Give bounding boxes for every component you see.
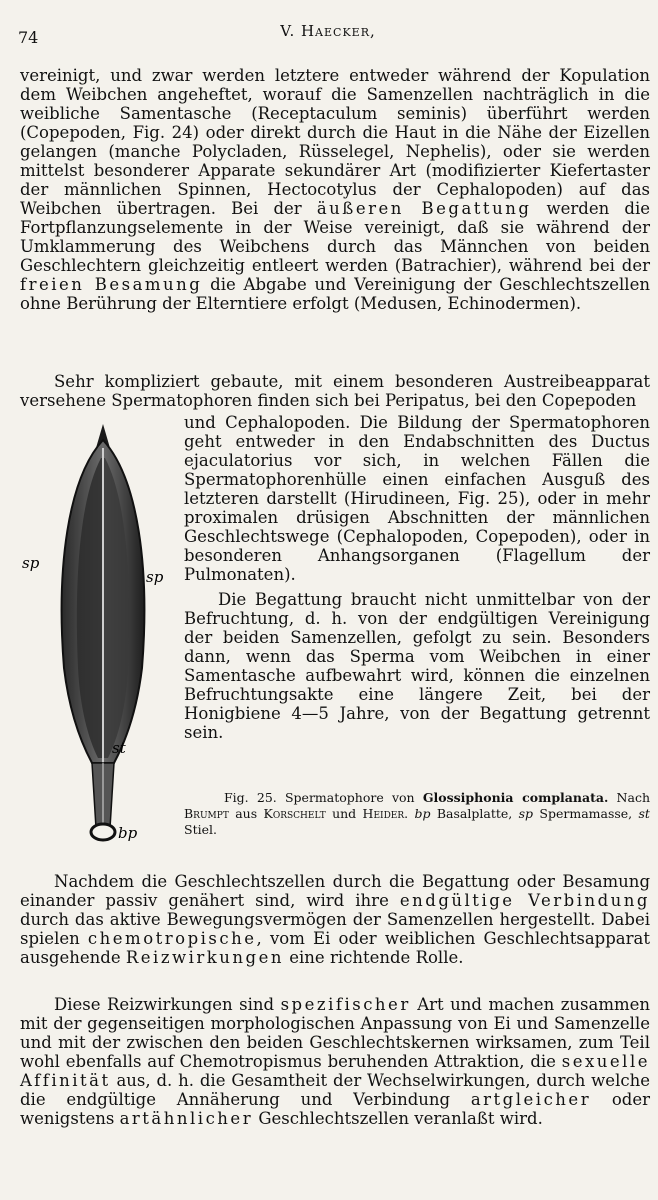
para4-t4: eine richtende Rolle. xyxy=(284,948,464,967)
para4-t3: , vom Ei oder weiblichen Geschlechtsapparat ausgehende xyxy=(20,929,650,967)
para5-t5: Geschlechtszellen veranlaßt wird. xyxy=(253,1109,543,1128)
label-st: st xyxy=(112,739,126,757)
term-freie-besamung: freien Besamung xyxy=(20,275,203,294)
caption-t1: Spermatophore von xyxy=(276,790,423,805)
caption-t2: Nach xyxy=(608,790,651,805)
para1-text2: werden die Fortpflanzungselemente in der Weise vereinigt, daß sie während der Umklammerung des Weibchens durch das Männchen von beiden Geschlechtern gleichzeitig entleert werden (Batrachier), während bei der xyxy=(20,199,651,275)
paragraph-affinitaet xyxy=(20,995,650,1128)
page-header xyxy=(18,22,638,46)
label-sp-left: sp xyxy=(22,554,40,572)
caption-species: Glossiphonia complanata. xyxy=(422,790,609,805)
term-artaehnlicher: artähnlicher xyxy=(119,1109,254,1128)
paragraph-spermatophoren-cont: und Cephalopoden. Die Bildung der Spermatophoren geht entweder in den Endabschnitten des Ductus ejaculatorius vor sich, in welchen Fällen die Spermatophorenhülle einen einfachen Ausguß des letzteren darstellt (Hirudineen, Fig. 25), oder in mehr proximalen drüsigen Abschnitten der männlichen Geschlechtswege (Cephalopoden, Copepoden), oder in besonderen Anhangsorganen (Flagellum der Pulmonaten). xyxy=(184,413,650,584)
term-chemotropische: chemotropische xyxy=(87,929,257,948)
caption-abbr-bp: bp xyxy=(414,806,431,821)
caption-t4: und xyxy=(325,806,363,821)
para5-t1: Diese Reizwirkungen sind xyxy=(54,995,281,1014)
caption-author-korschelt: Korschelt xyxy=(263,806,326,821)
term-artgleicher: artgleicher xyxy=(470,1090,592,1109)
running-head: V. Haecker, xyxy=(280,22,376,40)
para5-t3: aus, d. h. die Gesamtheit der Wechselwirkungen, durch welche die endgültige Annäherung und Verbindung xyxy=(20,1071,650,1109)
caption-t6: Basalplatte, xyxy=(430,806,519,821)
para5-t4: oder wenigstens xyxy=(20,1090,650,1128)
caption-author-heider: Heider. xyxy=(362,806,409,821)
caption-abbr-sp: sp xyxy=(518,806,534,821)
figure-spermatophore xyxy=(18,418,180,850)
para1-text3: die Abgabe und Vereinigung der Geschlechtszellen ohne Berührung der Elterntiere erfolgt (Medusen, Echinodermen). xyxy=(20,275,650,313)
caption-t3: aus xyxy=(228,806,264,821)
para4-t1: Nachdem die Geschlechtszellen durch die Begattung oder Besamung einander passiv genähert sind, wird ihre xyxy=(20,872,650,910)
term-sexuelle-affinitaet: sexuelle Affinität xyxy=(20,1052,650,1090)
caption-abbr-st: st xyxy=(638,806,650,821)
term-reizwirkungen: Reizwirkungen xyxy=(125,948,285,967)
spermatophore-drawing xyxy=(18,418,180,850)
caption-fig-number: Fig. 25. xyxy=(224,790,277,805)
paragraph-befruchtung: Die Begattung braucht nicht unmittelbar von der Befruchtung, d. h. von der endgültigen Vereinigung der beiden Samenzellen, gefolgt zu sein. Besonders dann, wenn das Sperma vom Weibchen in einer Samentasche aufbewahrt wird, können die einzelnen Befruchtungsakte eine längere Zeit, bei der Honigbiene 4—5 Jahre, von der Begattung getrennt sein. xyxy=(184,590,650,742)
term-aeussere-begattung: äußeren Begattung xyxy=(316,199,532,218)
term-endgueltige-verbindung: endgültige Verbindung xyxy=(399,891,650,910)
label-bp: bp xyxy=(118,824,138,842)
caption-t8: Stiel. xyxy=(184,822,217,837)
basal-plate xyxy=(91,824,115,840)
paragraph-begattung xyxy=(20,66,650,313)
paragraph-spermatophoren-lead: Sehr kompliziert gebaute, mit einem besonderen Austreibeapparat versehene Spermatophoren finden sich bei Peripatus, bei den Copepoden xyxy=(20,372,650,410)
page-number: 74 xyxy=(18,28,39,47)
para5-t2: Art und machen zusammen mit der gegenseitigen morphologischen Anpassung von Ei und Samenzelle und mit der zwischen den beiden Geschlechtskernen wirksamen, zum Teil wohl ebenfalls auf Chemotropismus beruhenden Attraktion, die xyxy=(20,995,650,1071)
caption-author-brumpt: Brumpt xyxy=(184,806,229,821)
para4-t2: durch das aktive Bewegungsvermögen der Samenzellen hergestellt. Dabei spielen xyxy=(20,910,650,948)
para1-text: vereinigt, und zwar werden letztere entweder während der Kopulation dem Weibchen angeheftet, worauf die Samenzellen nachträglich in die weibliche Samentasche (Receptaculum seminis) überführt werden (Copepoden, Fig. 24) oder direkt durch die Haut in die Nähe der Eizellen gelangen (manche Polycladen, Rüsselegel, Nephelis), oder sie werden mittelst besonderer Apparate sekundärer Art (modifizierter Kiefertaster der männlichen Spinnen, Hectocotylus der Cephalopoden) auf das Weibchen übertragen. Bei der xyxy=(20,66,650,218)
term-spezifischer: spezifischer xyxy=(280,995,411,1014)
figure-caption xyxy=(184,790,650,838)
label-sp-right: sp xyxy=(146,568,164,586)
caption-t7: Spermamasse, xyxy=(533,806,639,821)
paragraph-verbindung xyxy=(20,872,650,967)
